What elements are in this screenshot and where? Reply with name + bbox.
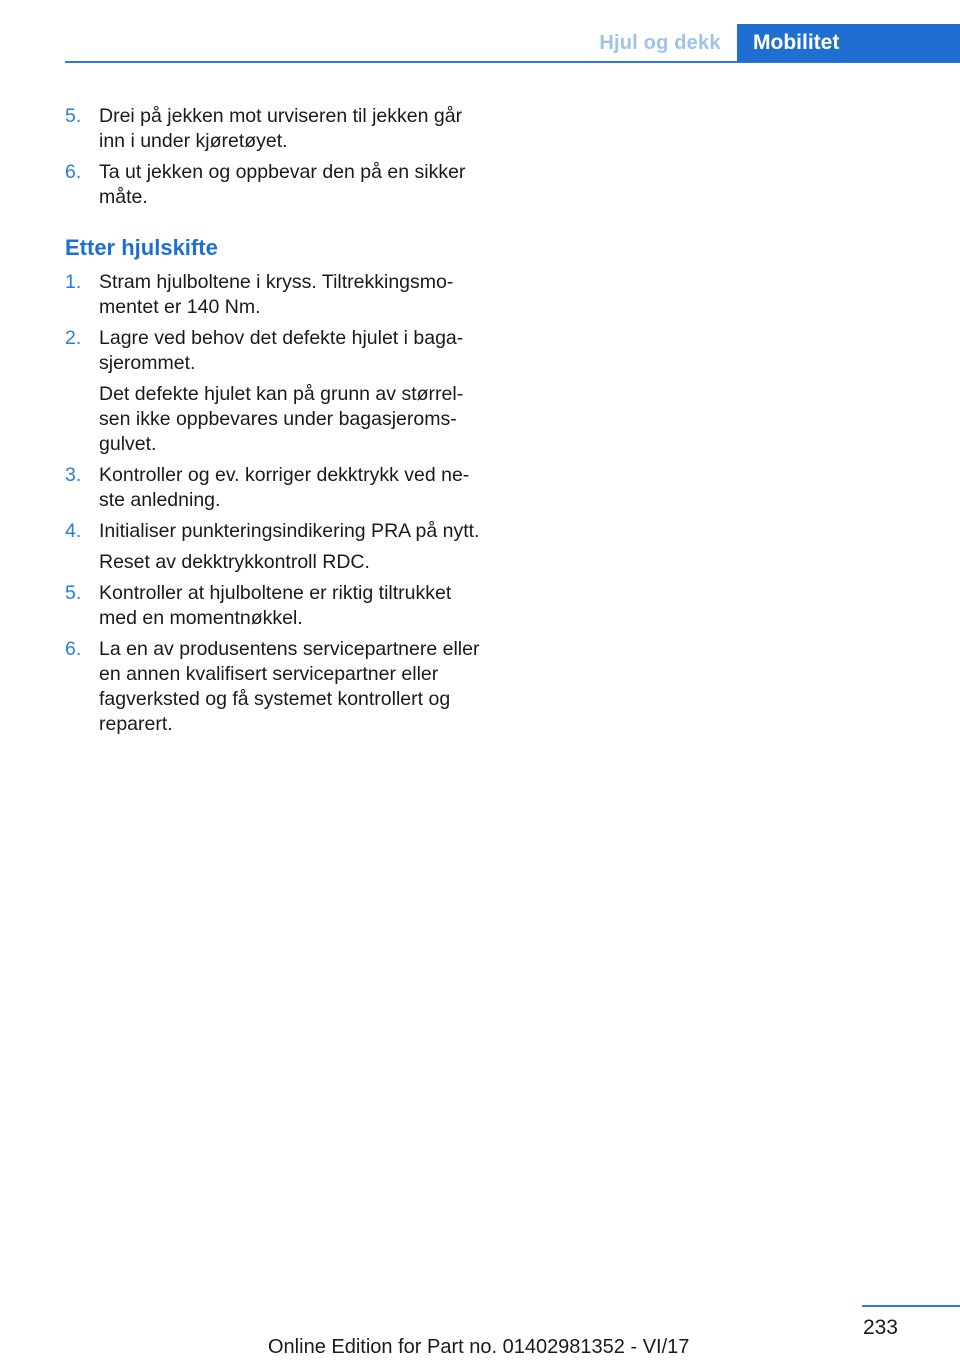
- header-section-title: Hjul og dekk: [599, 32, 721, 54]
- list-item-body: [99, 581, 485, 631]
- list-item-text: Ta ut jekken og oppbevar den på en sikker måte.: [99, 161, 466, 208]
- list-item-body: [99, 160, 485, 210]
- list-item-number: 6.: [65, 161, 82, 183]
- list-top: [65, 104, 485, 210]
- list-main: [65, 270, 485, 737]
- list-item: [65, 581, 485, 631]
- list-item-number: 6.: [65, 638, 82, 660]
- list-item: [65, 104, 485, 154]
- list-item-number: 4.: [65, 520, 82, 542]
- list-item-number: 3.: [65, 464, 82, 486]
- list-item-text: Drei på jekken mot urviseren til jekken går inn i under kjøretøyet.: [99, 105, 463, 152]
- list-item-number: 1.: [65, 271, 82, 293]
- list-item-text: Lagre ved behov det defekte hjulet i bagasjerommet.: [99, 327, 464, 374]
- list-item-number: 5.: [65, 582, 82, 604]
- page-number: 233: [862, 1316, 898, 1339]
- list-item-text: La en av produsentens servicepartnere eller en annen kvalifisert servicepartner eller fagverksted og få systemet kontrollert og reparert.: [99, 638, 480, 735]
- list-item: [65, 326, 485, 457]
- edition-footer: Online Edition for Part no. 01402981352 - VI/17: [268, 1336, 690, 1358]
- list-item-text: Kontroller og ev. korriger dekktrykk ved neste anledning.: [99, 464, 470, 511]
- list-item-number: 2.: [65, 327, 82, 349]
- list-item-body: [99, 270, 485, 320]
- list-item-body: [99, 326, 485, 457]
- section-heading: Etter hjulskifte: [65, 235, 218, 260]
- list-item: [65, 160, 485, 210]
- list-item-body: [99, 104, 485, 154]
- list-item: [65, 463, 485, 513]
- list-item: [65, 637, 485, 737]
- header-chapter-tab: Mobilitet: [737, 24, 960, 62]
- list-item: [65, 519, 485, 575]
- list-item-text: Reset av dekktrykkontroll RDC.: [99, 551, 370, 573]
- list-item-text: Initialiser punkteringsindikering PRA på nytt.: [99, 520, 480, 542]
- list-item-text: Kontroller at hjulboltene er riktig tiltrukket med en momentnøkkel.: [99, 582, 452, 629]
- page-content: [65, 104, 485, 743]
- footer-rule: [862, 1305, 960, 1307]
- list-item-number: 5.: [65, 105, 82, 127]
- list-item-body: [99, 519, 485, 575]
- list-item-text: Stram hjulboltene i kryss. Tiltrekkingsmomentet er 140 Nm.: [99, 271, 454, 318]
- list-item-body: [99, 463, 485, 513]
- list-item-text: Det defekte hjulet kan på grunn av størrelsen ikke oppbevares under bagasjeromsgulvet.: [99, 383, 464, 455]
- list-item: [65, 270, 485, 320]
- list-item-body: [99, 637, 485, 737]
